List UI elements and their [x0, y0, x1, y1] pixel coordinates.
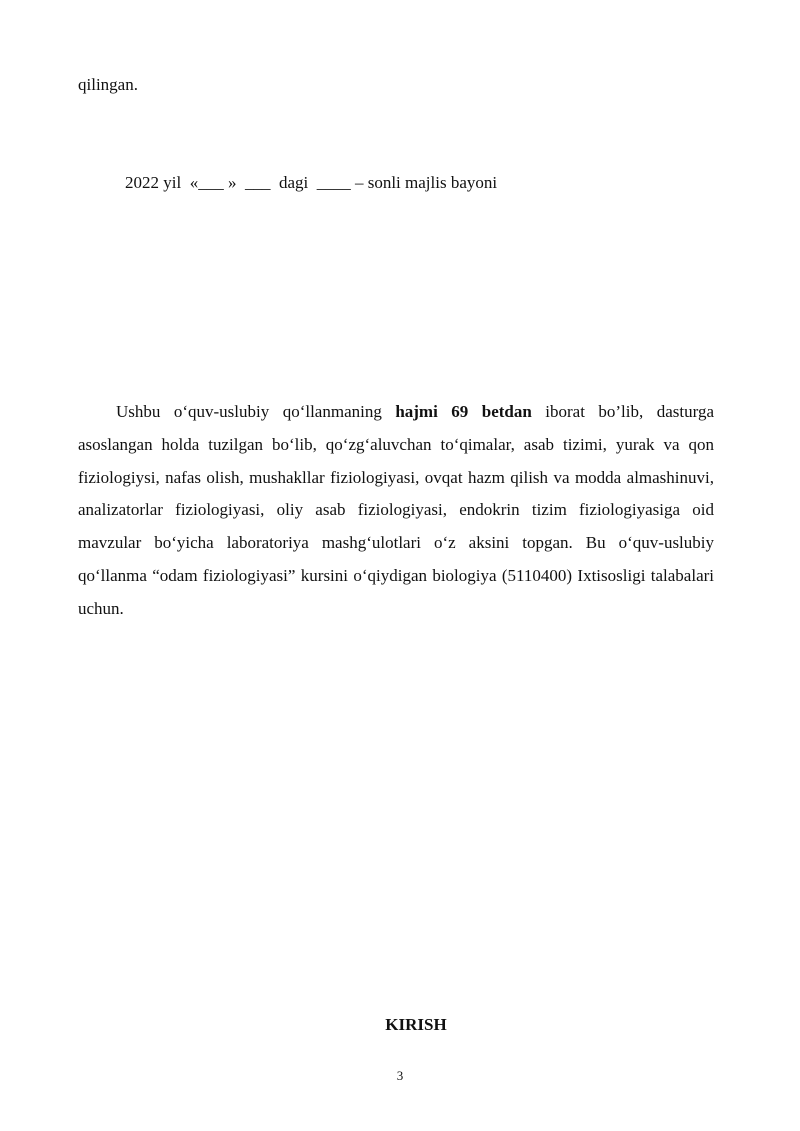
description-paragraph	[78, 396, 714, 626]
paragraph-bold-text: hajmi 69 betdan	[395, 402, 532, 421]
paragraph-text-end: iborat bo’lib, dasturga asoslangan holda tuzilgan bo‘lib, qo‘zg‘aluvchan to‘qimalar, asab tizimi, yurak va qon fiziologiysi, nafas olish, mushakllar fiziologiyasi, ovqat hazm qilish va modda almashinuvi, analizatorlar fiziologiyasi, oliy asab fiziologiyasi, endokrin tizim fiziologiyasiga oid mavzular bo‘yicha laboratoriya mashg‘ulotlari o‘z aksini topgan. Bu o‘quv-uslubiy qo‘llanma “odam fiziologiyasi” kursini o‘qiydigan biologiya (5110400) Ixtisosligi talabalari uchun.	[78, 402, 714, 618]
paragraph-text-start: Ushbu o‘quv-uslubiy qo‘llanmaning	[116, 402, 396, 421]
page-number: 3	[396, 1068, 404, 1083]
section-heading: KIRISH	[385, 1015, 447, 1034]
meeting-record-line: 2022 yil «___ » ___ dagi ____ – sonli majlis bayoni	[125, 173, 498, 192]
continuation-line: qilingan.	[78, 75, 138, 94]
